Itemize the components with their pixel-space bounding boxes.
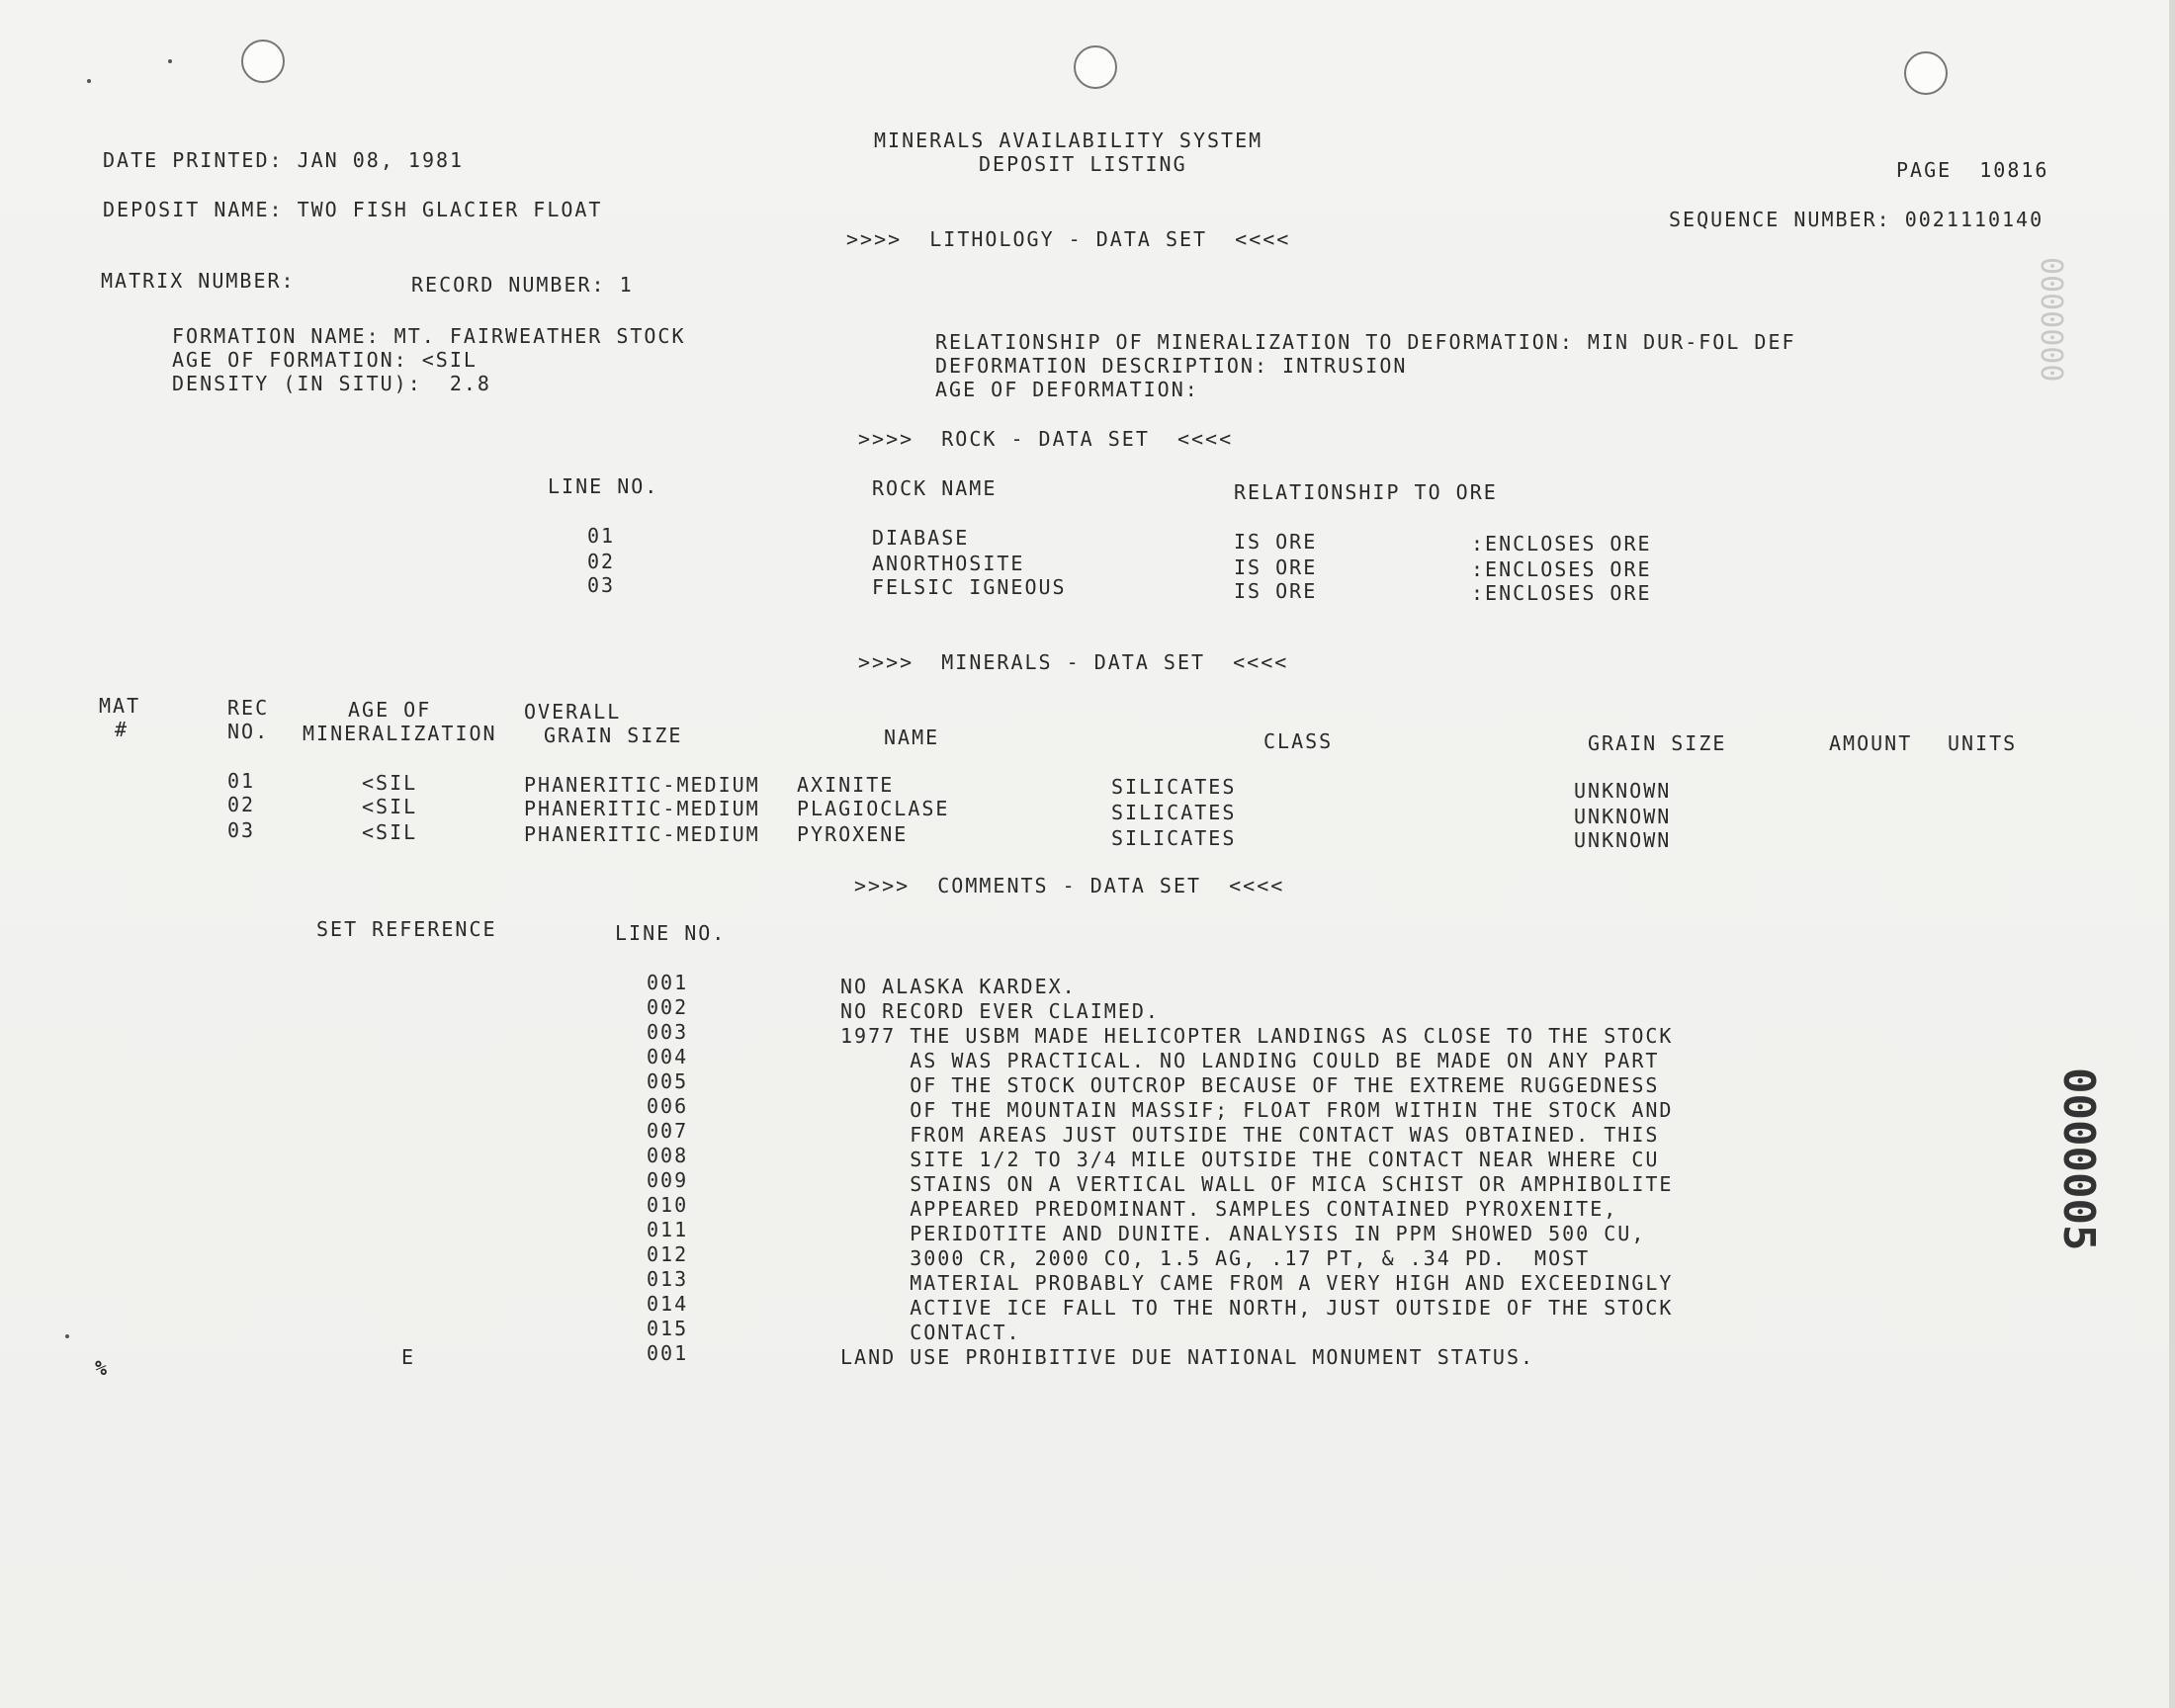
comment-line-no: 005 [647, 1069, 689, 1093]
min-header-name: NAME [884, 726, 940, 749]
comment-text: OF THE STOCK OUTCROP BECAUSE OF THE EXTREME RUGGEDNESS [840, 1073, 1660, 1097]
min-header-age-of: AGE OF [348, 698, 432, 722]
sequence-number: SEQUENCE NUMBER: 0021110140 [1669, 208, 2044, 231]
comment-text: NO RECORD EVER CLAIMED. [840, 999, 1160, 1023]
comment-text: CONTACT. [840, 1321, 1021, 1344]
comments-header-set-reference: SET REFERENCE [316, 917, 497, 941]
page-number: PAGE 10816 [1896, 158, 2049, 182]
punch-hole-right [1904, 51, 1948, 95]
faint-stamp-number: 0000000 [2034, 257, 2068, 383]
min-header-overall: OVERALL [524, 700, 622, 724]
mineralization-relationship: RELATIONSHIP OF MINERALIZATION TO DEFORMATION: MIN DUR-FOL DEF [935, 330, 1796, 354]
min-class: SILICATES [1111, 775, 1237, 799]
min-header-rec-no: NO. [227, 720, 270, 743]
rock-name: DIABASE [872, 526, 970, 550]
percent-mark: % [95, 1356, 110, 1380]
min-header-units: UNITS [1948, 731, 2018, 755]
comment-line-no: 014 [647, 1292, 689, 1316]
comment-line-no: 004 [647, 1045, 689, 1068]
rock-encloses: :ENCLOSES ORE [1471, 532, 1652, 555]
comment-text: 3000 CR, 2000 CO, 1.5 AG, .17 PT, & .34 PD. MOST [840, 1246, 1591, 1270]
min-age: <SIL [362, 795, 418, 818]
ink-speck [65, 1334, 69, 1338]
comments-section-title: >>>> COMMENTS - DATA SET <<<< [854, 874, 1285, 897]
matrix-number: MATRIX NUMBER: [101, 269, 296, 293]
min-overall: PHANERITIC-MEDIUM [524, 797, 760, 820]
deformation-description: DEFORMATION DESCRIPTION: INTRUSION [935, 354, 1408, 378]
comment-line-no: 010 [647, 1193, 689, 1217]
rock-line-no: 02 [587, 550, 616, 573]
comment-line-no: 006 [647, 1094, 689, 1118]
min-overall: PHANERITIC-MEDIUM [524, 822, 760, 846]
min-class: SILICATES [1111, 801, 1237, 824]
rock-name: ANORTHOSITE [872, 552, 1025, 575]
comment-text: LAND USE PROHIBITIVE DUE NATIONAL MONUMENT STATUS. [840, 1345, 1535, 1369]
comment-line-no: 009 [647, 1168, 689, 1192]
comment-line-no: 007 [647, 1119, 689, 1143]
comment-text: APPEARED PREDOMINANT. SAMPLES CONTAINED PYROXENITE, [840, 1197, 1618, 1221]
min-grain: UNKNOWN [1574, 779, 1672, 803]
min-name: PYROXENE [797, 822, 909, 846]
rock-section-title: >>>> ROCK - DATA SET <<<< [858, 427, 1234, 451]
min-class: SILICATES [1111, 826, 1237, 850]
min-age: <SIL [362, 820, 418, 844]
punch-hole-center [1074, 45, 1117, 89]
system-title: MINERALS AVAILABILITY SYSTEM [874, 128, 1263, 152]
min-header-amount: AMOUNT [1829, 731, 1913, 755]
min-name: AXINITE [797, 773, 895, 797]
min-overall: PHANERITIC-MEDIUM [524, 773, 760, 797]
min-rec: 01 [227, 769, 256, 793]
stamp-number: 0000005 [2053, 1068, 2104, 1251]
rock-encloses: :ENCLOSES ORE [1471, 557, 1652, 581]
min-rec: 03 [227, 818, 256, 842]
density: DENSITY (IN SITU): 2.8 [172, 372, 491, 395]
rock-is-ore: IS ORE [1234, 555, 1318, 579]
page-edge [2169, 0, 2175, 1708]
min-header-rec: REC [227, 696, 270, 720]
lithology-section-title: >>>> LITHOLOGY - DATA SET <<<< [846, 227, 1291, 251]
deposit-name: DEPOSIT NAME: TWO FISH GLACIER FLOAT [103, 198, 603, 221]
date-printed: DATE PRINTED: JAN 08, 1981 [103, 148, 465, 172]
comment-line-no: 001 [647, 1341, 689, 1365]
min-grain: UNKNOWN [1574, 805, 1672, 828]
minerals-section-title: >>>> MINERALS - DATA SET <<<< [858, 650, 1289, 674]
listing-title: DEPOSIT LISTING [979, 152, 1187, 176]
age-of-deformation: AGE OF DEFORMATION: [935, 378, 1199, 401]
comment-text: MATERIAL PROBABLY CAME FROM A VERY HIGH AND EXCEEDINGLY [840, 1271, 1674, 1295]
punch-hole-left [241, 40, 285, 83]
min-name: PLAGIOCLASE [797, 797, 950, 820]
comment-line-no: 012 [647, 1242, 689, 1266]
comment-text: AS WAS PRACTICAL. NO LANDING COULD BE MADE ON ANY PART [840, 1049, 1660, 1072]
min-age: <SIL [362, 771, 418, 795]
comment-text: 1977 THE USBM MADE HELICOPTER LANDINGS AS CLOSE TO THE STOCK [840, 1024, 1674, 1048]
comment-line-no: 008 [647, 1144, 689, 1167]
rock-line-no: 01 [587, 524, 616, 548]
comment-line-no: 001 [647, 971, 689, 994]
ink-speck [87, 79, 91, 83]
comment-text: STAINS ON A VERTICAL WALL OF MICA SCHIST OR AMPHIBOLITE [840, 1172, 1674, 1196]
comment-text: SITE 1/2 TO 3/4 MILE OUTSIDE THE CONTACT NEAR WHERE CU [840, 1148, 1660, 1171]
min-header-mat: MAT [99, 694, 141, 718]
comment-text: FROM AREAS JUST OUTSIDE THE CONTACT WAS OBTAINED. THIS [840, 1123, 1660, 1147]
comment-text: OF THE MOUNTAIN MASSIF; FLOAT FROM WITHIN THE STOCK AND [840, 1098, 1674, 1122]
min-header-mineralization: MINERALIZATION [303, 722, 497, 745]
rock-header-rock-name: ROCK NAME [872, 476, 998, 500]
comment-line-no: 002 [647, 995, 689, 1019]
min-rec: 02 [227, 793, 256, 816]
min-header-grain-size-2: GRAIN SIZE [1588, 731, 1727, 755]
comments-header-line-no: LINE NO. [615, 921, 727, 945]
comment-line-no: 015 [647, 1317, 689, 1340]
comment-set-reference: E [401, 1345, 416, 1369]
rock-is-ore: IS ORE [1234, 530, 1318, 554]
min-grain: UNKNOWN [1574, 828, 1672, 852]
rock-header-relationship: RELATIONSHIP TO ORE [1234, 480, 1498, 504]
ink-speck [168, 59, 172, 63]
comment-text: ACTIVE ICE FALL TO THE NORTH, JUST OUTSIDE OF THE STOCK [840, 1296, 1674, 1320]
comment-line-no: 003 [647, 1020, 689, 1044]
min-header-class: CLASS [1263, 729, 1334, 753]
comment-line-no: 013 [647, 1267, 689, 1291]
formation-name: FORMATION NAME: MT. FAIRWEATHER STOCK [172, 324, 686, 348]
comment-line-no: 011 [647, 1218, 689, 1241]
rock-name: FELSIC IGNEOUS [872, 575, 1067, 599]
min-header-grain-size: GRAIN SIZE [544, 724, 683, 747]
rock-line-no: 03 [587, 573, 616, 597]
comment-text: PERIDOTITE AND DUNITE. ANALYSIS IN PPM SHOWED 500 CU, [840, 1222, 1646, 1245]
rock-is-ore: IS ORE [1234, 579, 1318, 603]
record-number: RECORD NUMBER: 1 [411, 273, 634, 297]
rock-header-line-no: LINE NO. [548, 474, 659, 498]
comment-text: NO ALASKA KARDEX. [840, 975, 1077, 998]
min-header-mat-hash: # [115, 718, 130, 741]
rock-encloses: :ENCLOSES ORE [1471, 581, 1652, 605]
age-of-formation: AGE OF FORMATION: <SIL [172, 348, 478, 372]
